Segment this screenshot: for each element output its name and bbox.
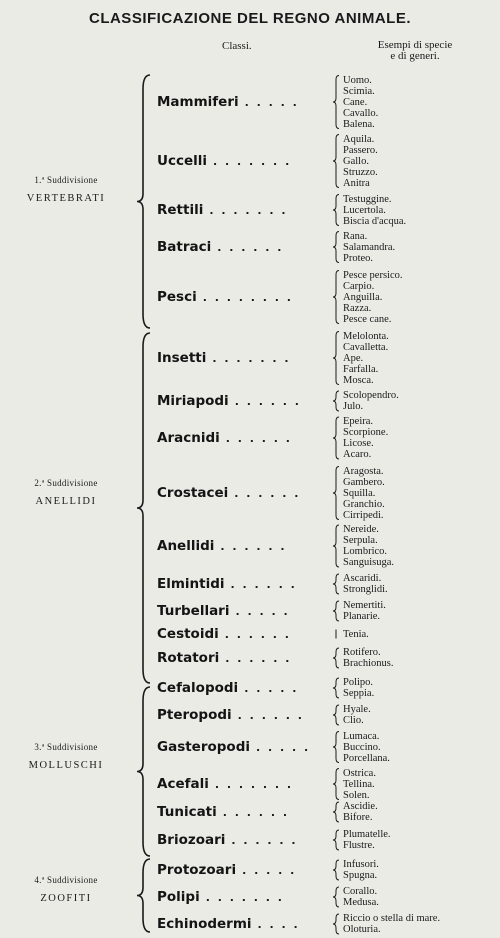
class-name: Acefali	[157, 776, 209, 792]
species-item: Scimia.	[343, 85, 375, 97]
species-item: Passero.	[343, 144, 378, 156]
species-list	[343, 886, 379, 908]
species-item: Aquila.	[343, 133, 375, 145]
species-list	[343, 629, 369, 640]
species-item: Spugna.	[343, 870, 378, 881]
species-item: Infusori.	[343, 859, 379, 870]
leader-dots: . . . . . .	[225, 431, 292, 445]
class-name: Cestoidi	[157, 626, 219, 642]
subdivision-brace	[137, 333, 150, 683]
species-item: Testuggine.	[343, 193, 392, 205]
species-list	[343, 829, 391, 851]
subdivision-label	[0, 742, 132, 771]
species-brace	[333, 732, 339, 763]
species-item: Cane.	[343, 96, 368, 108]
species-list	[343, 134, 378, 189]
species-item: Bifore.	[343, 812, 373, 823]
species-brace	[333, 769, 339, 800]
class-name: Anellidi	[157, 538, 215, 554]
species-item: Seppia.	[343, 688, 375, 699]
class-row	[157, 625, 331, 643]
subdivision-number: 3.ª Suddivisione	[34, 742, 98, 752]
class-name: Briozoari	[157, 832, 226, 848]
species-item: Uomo.	[343, 74, 372, 86]
species-brace	[333, 332, 339, 385]
species-item: Mosca.	[343, 374, 374, 386]
class-name: Pesci	[157, 289, 197, 305]
species-item: Aragosta.	[343, 465, 384, 477]
species-list	[343, 647, 393, 669]
species-item: Solen.	[343, 789, 370, 801]
species-item: Ascaridi.	[343, 573, 382, 584]
species-item: Planarie.	[343, 611, 381, 622]
species-item: Nereide.	[343, 524, 379, 535]
species-brace	[333, 232, 339, 263]
species-list	[343, 416, 388, 460]
species-brace	[333, 648, 339, 668]
species-item: Rana.	[343, 230, 368, 242]
species-brace	[333, 76, 339, 129]
leader-dots: . . . . .	[235, 604, 290, 618]
species-item: Anguilla.	[343, 291, 383, 303]
leader-dots: . . . . . .	[225, 651, 292, 665]
leader-dots: . . . . . .	[237, 708, 304, 722]
species-item: Julo.	[343, 401, 364, 412]
species-item: Granchio.	[343, 498, 385, 510]
species-item: Tenia.	[343, 628, 369, 640]
species-item: Clio.	[343, 715, 364, 726]
subdivision-label	[0, 175, 132, 204]
species-list	[343, 600, 386, 622]
leader-dots: . . . . . .	[231, 833, 298, 847]
class-row	[157, 649, 331, 667]
species-item: Cavalletta.	[343, 341, 389, 353]
leader-dots: . . . . . .	[234, 394, 301, 408]
leader-dots: . . . . . . .	[213, 154, 292, 168]
species-brace	[333, 195, 339, 226]
species-brace	[333, 860, 339, 880]
species-item: Squilla.	[343, 487, 376, 499]
species-item: Cirripedi.	[343, 509, 384, 521]
class-name: Pteropodi	[157, 707, 232, 723]
class-row	[157, 349, 331, 367]
class-row	[157, 429, 331, 447]
column-header-classes: Classi.	[222, 40, 252, 52]
species-item: Cavallo.	[343, 107, 379, 119]
species-brace	[333, 467, 339, 520]
class-row	[157, 575, 331, 593]
species-brace	[333, 914, 339, 934]
class-row	[157, 861, 331, 879]
class-name: Rotatori	[157, 650, 220, 666]
species-brace	[333, 802, 339, 822]
class-name: Rettili	[157, 202, 204, 218]
class-row	[157, 152, 331, 170]
leader-dots: . . . . . .	[234, 486, 301, 500]
leader-dots: . . . . . . .	[212, 351, 291, 365]
species-brace	[333, 705, 339, 725]
species-item: Sanguisuga.	[343, 557, 395, 568]
species-item: Corallo.	[343, 886, 378, 897]
species-item: Acaro.	[343, 449, 372, 460]
species-item: Scolopendro.	[343, 390, 399, 401]
species-item: Rotifero.	[343, 647, 381, 658]
class-name: Cefalopodi	[157, 680, 239, 696]
species-item: Porcellana.	[343, 752, 390, 764]
species-list	[343, 466, 385, 521]
subdivision-number: 1.ª Suddivisione	[34, 175, 98, 185]
class-row	[157, 706, 331, 724]
class-name: Polipi	[157, 889, 200, 905]
species-item: Struzzo.	[343, 166, 378, 178]
subdivision-brace	[137, 75, 150, 328]
species-item: Lombrico.	[343, 546, 388, 557]
species-item: Gambero.	[343, 476, 385, 488]
leader-dots: . . . . . . .	[214, 777, 294, 791]
column-header-examples-line2: e di generi.	[390, 50, 440, 62]
leader-dots: . . . . . . . .	[202, 290, 293, 304]
class-name: Insetti	[157, 350, 207, 366]
leader-dots: . . . . .	[242, 863, 297, 877]
species-item: Licose.	[343, 438, 374, 449]
species-brace	[333, 135, 339, 188]
species-item: Riccio o stella di mare.	[343, 913, 441, 924]
species-item: Buccino.	[343, 741, 381, 753]
species-item: Lumaca.	[343, 730, 380, 742]
species-brace	[333, 574, 339, 594]
species-item: Salamandra.	[343, 241, 396, 253]
subdivision-brace	[137, 859, 150, 932]
subdivision-number: 2.ª Suddivisione	[34, 478, 98, 488]
species-list	[343, 704, 371, 726]
species-item: Epeira.	[343, 416, 374, 427]
subdivision-number: 4.ª Suddivisione	[34, 875, 98, 885]
subdivision-name: VERTEBRATI	[26, 193, 106, 204]
leader-dots: . . . . . . .	[205, 890, 284, 904]
class-row	[157, 888, 331, 906]
species-item: Farfalla.	[343, 363, 379, 375]
class-row	[157, 831, 331, 849]
species-item: Oloturia.	[343, 924, 381, 935]
species-item: Scorpione.	[343, 427, 389, 438]
class-row	[157, 238, 331, 256]
class-name: Turbellari	[157, 603, 230, 619]
leader-dots: . . . . . .	[217, 240, 284, 254]
species-item: Ascidie.	[343, 801, 378, 812]
class-row	[157, 201, 331, 219]
species-brace	[333, 525, 339, 567]
class-name: Echinodermi	[157, 916, 252, 932]
class-row	[157, 537, 331, 555]
species-item: Polipo.	[343, 677, 374, 688]
species-item: Melolonta.	[343, 330, 389, 342]
species-item: Brachionus.	[343, 658, 394, 669]
species-brace	[333, 601, 339, 621]
species-item: Ape.	[343, 352, 364, 364]
subdivision-name: MOLLUSCHI	[28, 760, 104, 771]
species-item: Pesce persico.	[343, 269, 403, 281]
species-item: Anitra	[343, 177, 370, 189]
class-name: Mammiferi	[157, 94, 239, 110]
species-item: Tellina.	[343, 778, 375, 790]
species-item: Pesce cane.	[343, 313, 392, 325]
species-list	[343, 573, 388, 595]
species-item: Stronglidi.	[343, 584, 388, 595]
species-list	[343, 768, 376, 801]
leader-dots: . . . . .	[256, 740, 311, 754]
species-brace	[333, 417, 339, 459]
class-row	[157, 484, 331, 502]
class-row	[157, 679, 331, 697]
class-row	[157, 915, 331, 933]
leader-dots: . . . . .	[244, 681, 299, 695]
species-item: Medusa.	[343, 897, 379, 908]
class-name: Miriapodi	[157, 393, 229, 409]
class-row	[157, 803, 331, 821]
leader-dots: . . . . . .	[220, 539, 287, 553]
leader-dots: . . . . . . .	[209, 203, 288, 217]
species-item: Flustre.	[343, 840, 375, 851]
class-row	[157, 392, 331, 410]
species-brace	[333, 271, 339, 324]
species-item: Nemertiti.	[343, 600, 386, 611]
class-name: Elmintidi	[157, 576, 225, 592]
species-brace	[333, 678, 339, 698]
species-list	[343, 913, 440, 935]
class-row	[157, 93, 331, 111]
species-brace	[333, 391, 339, 411]
species-item: Carpio.	[343, 280, 375, 292]
species-item: Serpula.	[343, 535, 378, 546]
species-brace	[333, 830, 339, 850]
species-list	[343, 270, 402, 325]
species-item: Balena.	[343, 118, 375, 130]
page-title: CLASSIFICAZIONE DEL REGNO ANIMALE.	[88, 10, 411, 27]
species-item: Razza.	[343, 302, 372, 314]
class-row	[157, 738, 331, 756]
species-list	[343, 231, 395, 264]
class-name: Crostacei	[157, 485, 229, 501]
subdivision-name: ZOOFITI	[40, 893, 92, 904]
species-list	[343, 731, 390, 764]
subdivision-name: ANELLIDI	[35, 496, 97, 507]
class-name: Uccelli	[157, 153, 208, 169]
class-row	[157, 288, 331, 306]
species-list	[343, 859, 379, 881]
class-row	[157, 602, 331, 620]
column-header-examples-line1: Esempi di specie	[377, 39, 453, 51]
class-row	[157, 775, 331, 793]
species-item: Biscia d'acqua.	[343, 215, 407, 227]
subdivision-label	[0, 478, 132, 507]
leader-dots: . . . . .	[244, 95, 299, 109]
species-item: Gallo.	[343, 155, 369, 167]
species-item: Proteo.	[343, 252, 374, 264]
class-name: Protozoari	[157, 862, 237, 878]
subdivision-label	[0, 875, 132, 904]
class-name: Batraci	[157, 239, 212, 255]
species-item: Hyale.	[343, 704, 371, 715]
species-list	[343, 75, 378, 130]
leader-dots: . . . . . .	[224, 627, 291, 641]
leader-dots: . . . . . .	[230, 577, 297, 591]
species-item: Ostrica.	[343, 767, 376, 779]
species-list	[343, 801, 378, 823]
subdivision-brace	[137, 687, 150, 856]
species-list	[343, 524, 394, 568]
class-name: Aracnidi	[157, 430, 220, 446]
species-list	[343, 331, 389, 386]
species-list	[343, 194, 406, 227]
species-list	[343, 677, 374, 699]
class-name: Gasteropodi	[157, 739, 250, 755]
class-name: Tunicati	[157, 804, 217, 820]
species-brace	[333, 887, 339, 907]
species-list	[343, 390, 399, 412]
species-item: Plumatelle.	[343, 829, 391, 840]
species-item: Lucertola.	[343, 204, 386, 216]
leader-dots: . . . . . .	[222, 805, 290, 819]
leader-dots: . . . .	[257, 917, 300, 931]
